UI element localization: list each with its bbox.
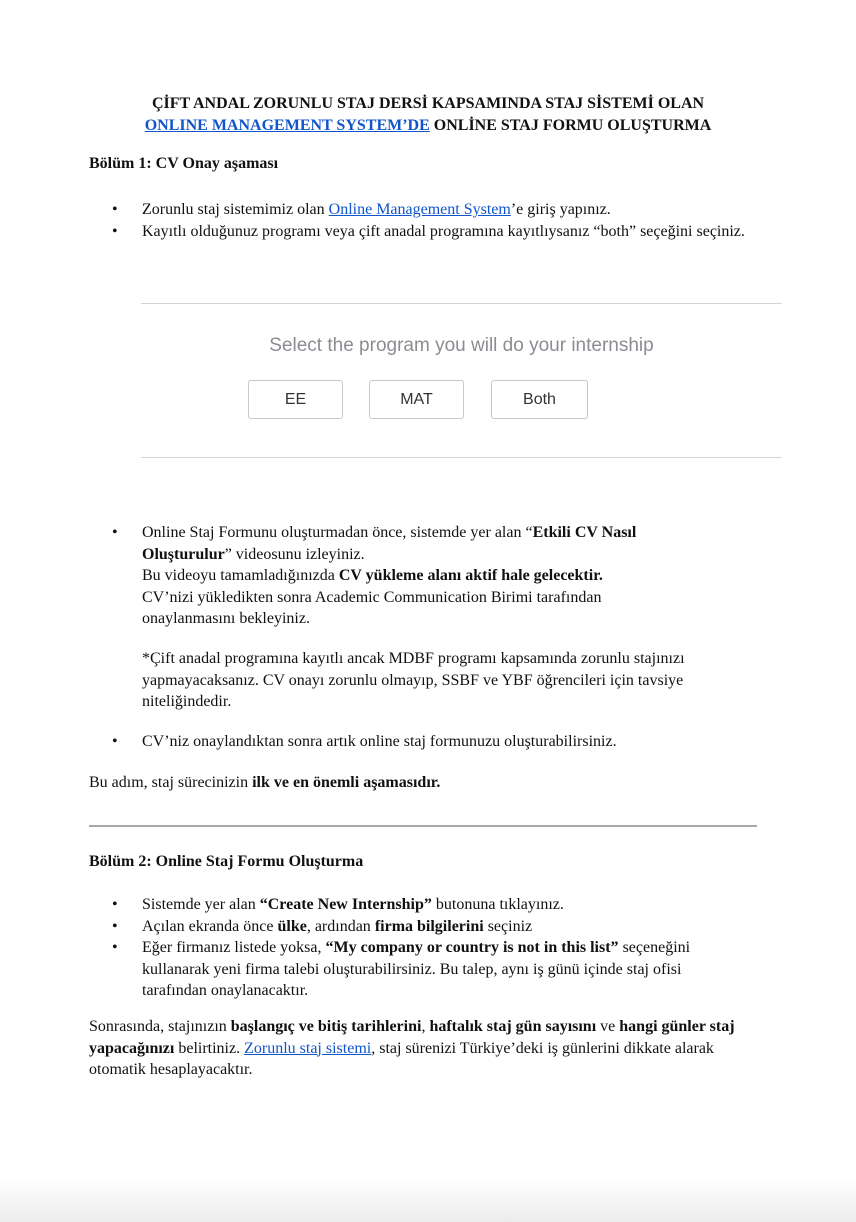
oms-link[interactable]: Online Management System	[328, 201, 511, 218]
section-1-list-a	[112, 199, 762, 242]
page-bottom-shade	[0, 1178, 856, 1222]
program-select-prompt: Select the program you will do your internship	[269, 335, 654, 356]
list-item: • Sistemde yer alan “Create New Internship” butonuna tıklayınız.	[112, 894, 762, 916]
section-2-paragraph: Sonrasında, stajınızın başlangıç ve bitiş tarihlerini, haftalık staj gün sayısını ve hangi günler staj yapacağınızı belirtiniz. Zorunlu staj sistemi, staj sürenizi Türkiye’deki iş günlerini dikkate alarak otomatik hesaplayacaktır.	[89, 1018, 735, 1078]
section-1-list-b	[112, 522, 762, 630]
program-select-top-divider	[141, 303, 782, 304]
section-1-closing: Bu adım, staj sürecinizin ilk ve en önemli aşamasıdır.	[89, 774, 441, 791]
list-item: • CV’niz onaylandıktan sonra artık online staj formunuzu oluşturabilirsiniz.	[112, 731, 762, 753]
section-2-list	[112, 894, 762, 1002]
list-item: • Zorunlu staj sistemimiz olan Online Management System’e giriş yapınız.	[112, 199, 762, 221]
document-title	[60, 93, 796, 137]
list-item: • Online Staj Formunu oluşturmadan önce, sistemde yer alan “Etkili CV Nasıl Oluşturulur” videosunu izleyiniz. Bu videoyu tamamladığınızda CV yükleme alanı aktif hale gelecektir. CV’nizi yükledikten sonra Academic Communication Birimi tarafından onaylanmasını bekleyiniz.	[112, 522, 762, 630]
program-option-ee-button[interactable]: EE	[248, 380, 343, 419]
list-item: • Eğer firmanız listede yoksa, “My company or country is not in this list” seçeneğini kullanarak yeni firma talebi oluşturabilirsiniz. Bu talep, aynı iş günü içinde staj ofisi tarafından onaylanacaktır.	[112, 937, 762, 1002]
list-item: • Açılan ekranda önce ülke, ardından firma bilgilerini seçiniz	[112, 916, 762, 938]
title-line-1: ÇİFT ANDAL ZORUNLU STAJ DERSİ KAPSAMINDA STAJ SİSTEMİ OLAN	[151, 95, 705, 112]
mandatory-internship-system-link[interactable]: Zorunlu staj sistemi	[244, 1039, 372, 1057]
title-line-2-rest: ONLİNE STAJ FORMU OLUŞTURMA	[429, 117, 712, 134]
program-select-bottom-divider	[141, 457, 782, 458]
section-2-heading: Bölüm 2: Online Staj Formu Oluşturma	[89, 853, 364, 870]
list-item: • Kayıtlı olduğunuz programı veya çift anadal programına kayıtlıysanız “both” seçeğini seçiniz.	[112, 221, 762, 243]
program-option-both-button[interactable]: Both	[491, 380, 588, 419]
title-line-2	[60, 115, 796, 137]
section-1-heading: Bölüm 1: CV Onay aşaması	[89, 155, 279, 172]
program-option-mat-button[interactable]: MAT	[369, 380, 464, 419]
oms-title-link[interactable]: ONLINE MANAGEMENT SYSTEM’DE	[144, 117, 430, 134]
section-1-list-c	[112, 731, 762, 753]
dual-major-note: *Çift anadal programına kayıtlı ancak MDBF programı kapsamında zorunlu stajınızı yapmayacaksanız. CV onayı zorunlu olmayıp, SSBF ve YBF öğrencileri için tavsiye niteliğindedir.	[142, 650, 685, 710]
section-divider	[89, 825, 757, 827]
